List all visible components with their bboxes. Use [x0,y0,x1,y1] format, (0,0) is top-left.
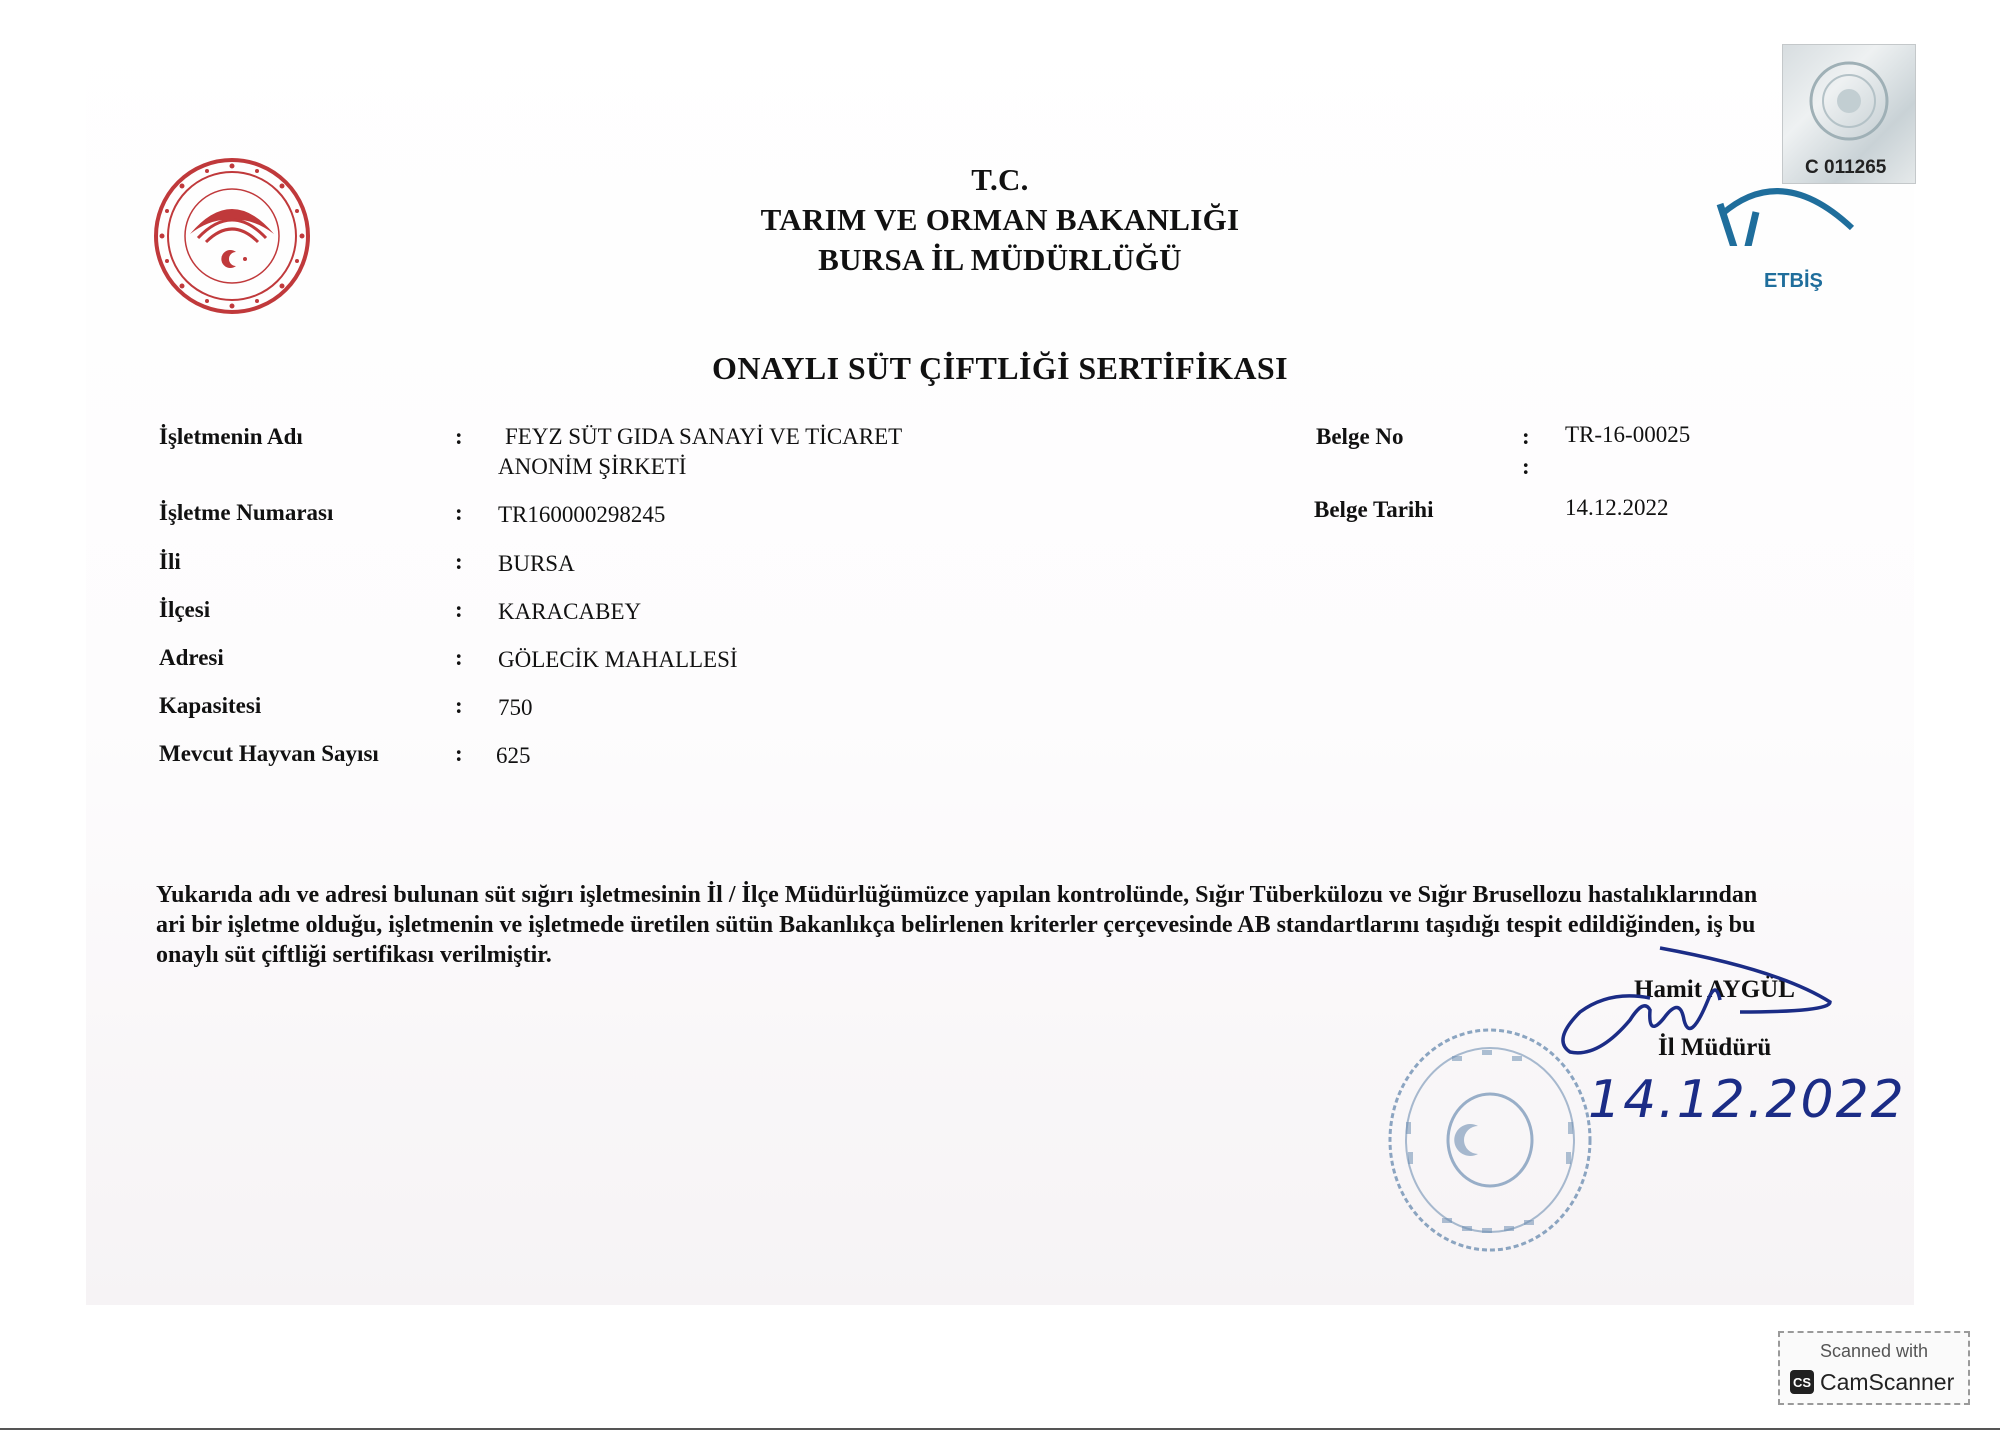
business-name-value-line2: ANONİM ŞİRKETİ [498,454,687,479]
document-no-value: TR-16-00025 [1565,422,1691,447]
province-value: BURSA [498,551,575,576]
business-number-value: TR160000298245 [498,502,666,527]
signatory-name: Hamit AYGÜL [1634,976,1795,1003]
colon: : [455,693,463,718]
signatory-role: İl Müdürü [1658,1034,1772,1061]
business-number-label: İşletme Numarası [159,500,334,525]
header-directorate: BURSA İL MÜDÜRLÜĞÜ [818,242,1182,277]
handwritten-signature-icon [1540,940,1860,1070]
certificate-title: ONAYLI SÜT ÇİFTLİĞİ SERTİFİKASI [712,350,1288,386]
colon: : [1522,424,1530,449]
colon: : [455,741,463,766]
camscanner-name: CamScanner [1820,1368,1955,1395]
certificate-statement: Yukarıda adı ve adresi bulunan süt sığırı işletmesinin İl / İlçe Müdürlüğümüzce yapılan kontrolünde, Sığır Tüberkülozu ve Sığır Brusellozu hastalıklarından ari bir işletme olduğu, işletmenin ve işletmede üretilen sütün Bakanlıkça belirlenen kriterler çerçevesinde AB standartlarını taşıdığı tespit edildiğinden, iş bu onaylı süt çiftliği sertifikası verilmiştir. [156,882,1758,968]
address-value: GÖLECİK MAHALLESİ [498,647,738,672]
hologram-serial: C 011265 [1805,157,1887,178]
business-name-label: İşletmenin Adı [159,424,303,449]
header-tc: T.C. [971,162,1029,197]
colon: : [455,424,463,449]
camscanner-scanned-with: Scanned with [1819,1341,1929,1361]
document-date-value: 14.12.2022 [1565,495,1669,520]
handwritten-date: 14.12.2022 [1588,1070,1906,1130]
animal-count-value: 625 [496,743,531,768]
district-value: KARACABEY [498,599,642,624]
district-label: İlçesi [159,597,211,622]
business-name-value-line1: FEYZ SÜT GIDA SANAYİ VE TİCARET [505,424,903,449]
ministry-header [0,160,2000,280]
capacity-value: 750 [498,695,533,720]
header-ministry: TARIM VE ORMAN BAKANLIĞI [760,202,1240,237]
colon: : [455,549,463,574]
vetbis-logo-icon [1712,176,1862,246]
colon: : [455,597,463,622]
hologram-emblem-icon [1807,59,1891,143]
capacity-label: Kapasitesi [159,693,262,718]
address-label: Adresi [159,645,224,670]
province-label: İli [159,549,181,574]
animal-count-label: Mevcut Hayvan Sayısı [159,741,379,766]
document-date-label: Belge Tarihi [1314,497,1434,522]
camscanner-logo-icon: CS [1790,1370,1814,1394]
hologram-sticker [1782,44,1916,184]
camscanner-badge [1778,1331,1970,1405]
colon: : [455,645,463,670]
document-no-label: Belge No [1316,424,1404,449]
colon: : [455,500,463,525]
page-divider [0,1428,2000,1430]
vetbis-logo-text: ETBİŞ [1764,270,1823,292]
colon: : [1522,454,1530,479]
